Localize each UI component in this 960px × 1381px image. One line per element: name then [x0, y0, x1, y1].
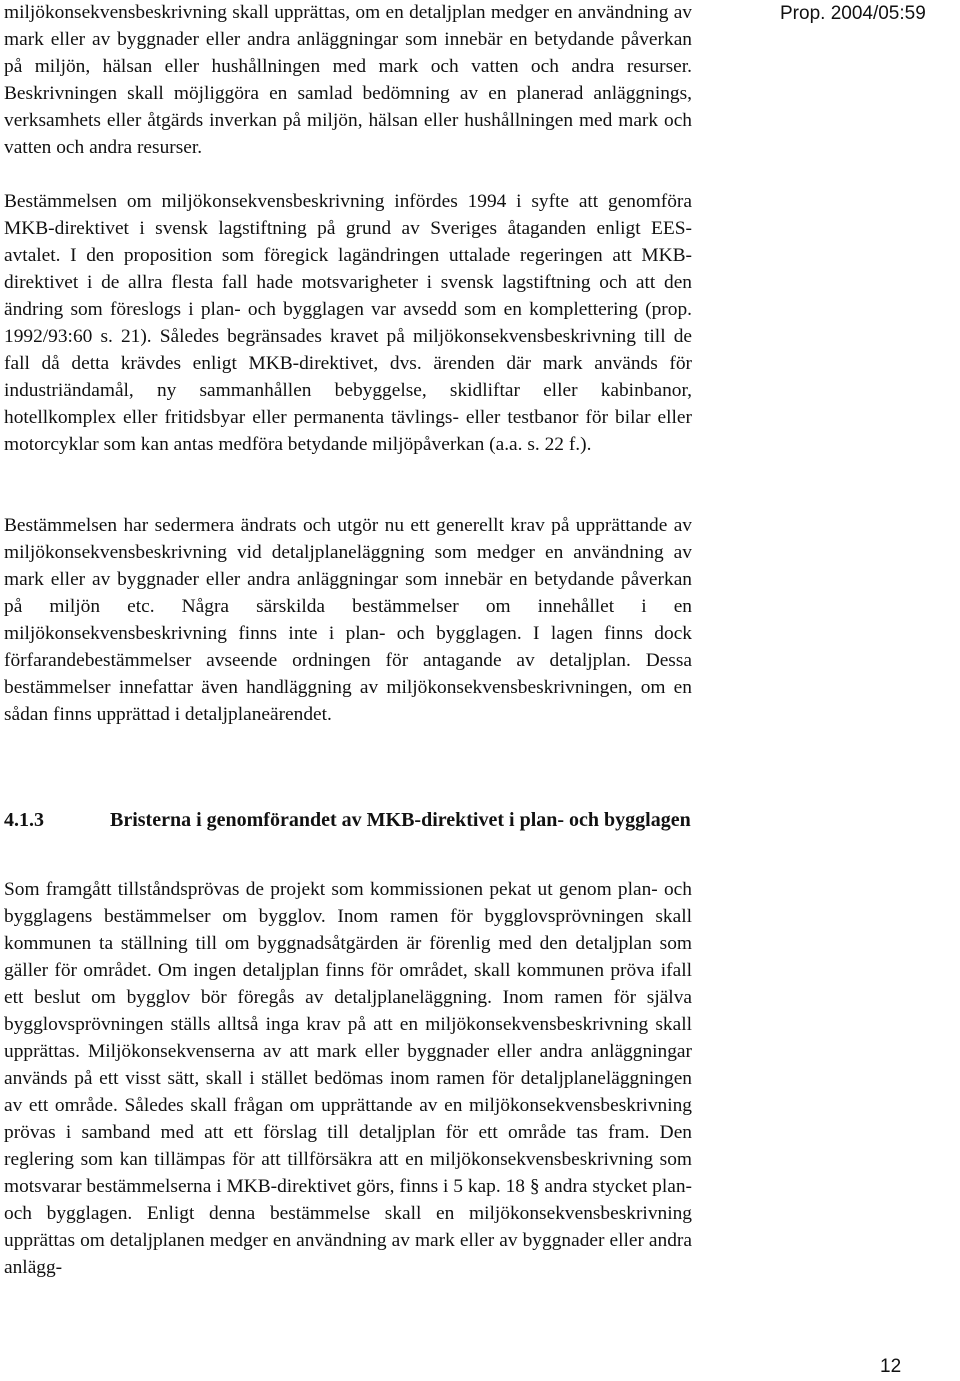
body-paragraph-1: [4, 0, 692, 161]
proposition-reference: Prop. 2004/05:59: [780, 3, 926, 24]
body-paragraph-2: [4, 188, 692, 458]
paragraph-text: miljökonsekvensbeskrivning skall upprättas, om en detaljplan medger en användning av mark eller av byggnader eller andra anläggningar som innebär en betydande påverkan på miljön, hälsan eller hushållningen med mark och vatten och andra resurser. Beskrivningen skall möjliggöra en samlad bedömning av en planerad anläggnings, verksamhets eller åtgärds inverkan på miljön, hälsan eller hushållningen med mark och vatten och andra resurser.: [4, 2, 692, 158]
body-paragraph-4: [4, 876, 692, 1281]
paragraph-text: Bestämmelsen om miljökonsekvensbeskrivning infördes 1994 i syfte att genomföra MKB-direktivet i svensk lagstiftning på grund av Sveriges åtaganden enligt EES-avtalet. I den proposition som föregick lagändringen uttalade regeringen att MKB-direktivet i de allra flesta fall hade motsvarigheter i svensk lagstiftning och att den ändring som föreslogs i plan- och bygglagen var avsedd som en komplettering (prop. 1992/93:60 s. 21). Således begränsades kravet på miljökonsekvensbeskrivning till de fall då detta krävdes enligt MKB-direktivet, dvs. ärenden där mark används för industriändamål, ny sammanhållen bebyggelse, skidliftar eller kabinbanor, hotellkomplex eller fritidsbyar eller permanenta tävlings- eller testbanor för bilar eller motorcyklar som kan antas medföra betydande miljöpåverkan (a.a. s. 22 f.).: [4, 191, 692, 455]
section-number: 4.1.3: [4, 809, 44, 831]
page-number: 12: [880, 1356, 902, 1377]
paragraph-text: Som framgått tillståndsprövas de projekt som kommissionen pekat ut genom plan- och bygglagens bestämmelser om bygglov. Inom ramen för bygglovsprövningen skall kommunen ta ställning till om byggnadsåtgärden är förenlig med den detaljplan som gäller för området. Om ingen detaljplan finns för området, skall kommunen pröva ifall ett beslut om bygglov bör föregås av detaljplaneläggning. Inom ramen för själva bygglovsprövningen ställs alltså inga krav på att en miljökonsekvensbeskrivning skall upprättas. Miljökonsekvenserna av att mark eller byggnader eller andra anläggningar används på ett visst sätt, skall i stället bedömas inom ramen för detaljplaneläggningen av ett område. Således skall frågan om upprättande av en miljökonsekvensbeskrivning prövas i samband med att ett förslag till detaljplan för ett område tas fram. Den reglering som kan tillämpas för att tillförsäkra att en miljökonsekvensbeskrivning som motsvarar bestämmelserna i MKB-direktivet görs, finns i 5 kap. 18 § andra stycket plan- och bygglagen. Enligt denna bestämmelse skall en miljökonsekvensbeskrivning upprättas om detaljplanen medger en användning av mark eller av byggnader eller andra anlägg-: [4, 879, 692, 1278]
paragraph-text: Bestämmelsen har sedermera ändrats och utgör nu ett generellt krav på upprättande av miljökonsekvensbeskrivning vid detaljplaneläggning som medger en användning av mark eller av byggnader eller andra anläggningar som innebär en betydande påverkan på miljön etc. Några särskilda bestämmelser om innehållet i en miljökonsekvensbeskrivning finns inte i plan- och bygglagen. I lagen finns dock förfarandebestämmelser avseende ordningen för antagande av detaljplan. Dessa bestämmelser innefattar även handläggning av miljökonsekvensbeskrivningen, om en sådan finns upprättad i detaljplaneärendet.: [4, 515, 692, 725]
section-title: Bristerna i genomförandet av MKB-direktivet i plan- och bygglagen: [110, 809, 691, 831]
body-paragraph-3: [4, 512, 692, 728]
